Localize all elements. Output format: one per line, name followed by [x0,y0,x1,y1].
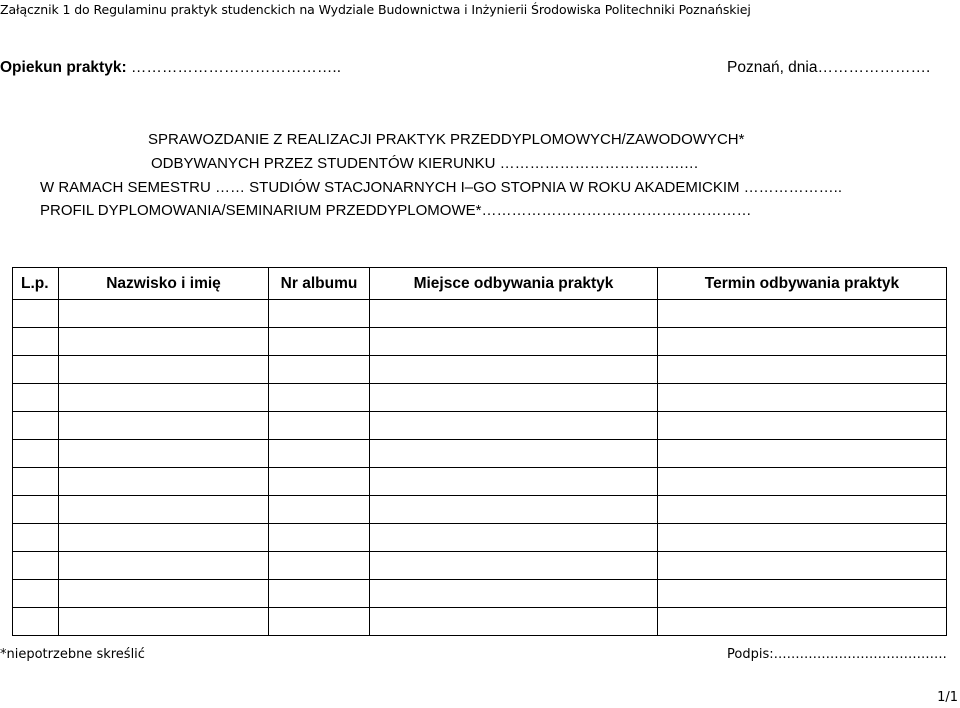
table-cell[interactable] [59,496,269,524]
supervisor-line [0,59,341,77]
table-cell[interactable] [658,328,947,356]
table-cell[interactable] [59,552,269,580]
students-table [12,267,947,636]
column-header-term: Termin odbywania praktyk [658,268,947,300]
table-cell[interactable] [370,552,658,580]
table-cell[interactable] [370,440,658,468]
table-row [13,328,947,356]
table-cell[interactable] [370,580,658,608]
table-cell[interactable] [370,356,658,384]
table-cell[interactable] [13,356,59,384]
table-cell[interactable] [13,300,59,328]
table-cell[interactable] [658,440,947,468]
table-header-row [13,268,947,300]
table-cell[interactable] [269,384,370,412]
table-cell[interactable] [370,468,658,496]
table-row [13,356,947,384]
table-cell[interactable] [13,524,59,552]
table-cell[interactable] [370,608,658,636]
signature-line[interactable]: Podpis:…………………………………. [727,647,947,662]
table-cell[interactable] [269,468,370,496]
table-cell[interactable] [59,608,269,636]
column-header-lp: L.p. [13,268,59,300]
supervisor-placeholder[interactable]: ………………………………….. [126,59,342,76]
table-row [13,496,947,524]
report-title-line-4: PROFIL DYPLOMOWANIA/SEMINARIUM PRZEDDYPLOMOWE*……………………………………………… [40,202,752,219]
report-title-line-2: ODBYWANYCH PRZEZ STUDENTÓW KIERUNKU ……………………………….… [151,155,699,172]
table-cell[interactable] [59,356,269,384]
table-cell[interactable] [370,300,658,328]
table-cell[interactable] [658,580,947,608]
column-header-album: Nr albumu [269,268,370,300]
table-cell[interactable] [13,328,59,356]
table-cell[interactable] [269,580,370,608]
table-cell[interactable] [13,608,59,636]
table-cell[interactable] [59,440,269,468]
table-row [13,524,947,552]
table-cell[interactable] [269,552,370,580]
table-cell[interactable] [269,412,370,440]
table-row [13,580,947,608]
table-cell[interactable] [269,440,370,468]
table-cell[interactable] [59,300,269,328]
table-cell[interactable] [370,384,658,412]
table-cell[interactable] [59,412,269,440]
column-header-place: Miejsce odbywania praktyk [370,268,658,300]
table-cell[interactable] [269,608,370,636]
column-header-name: Nazwisko i imię [59,268,269,300]
place-date-line[interactable]: Poznań, dnia…………………. [727,59,931,76]
table-cell[interactable] [269,496,370,524]
page-number: 1/1 [937,690,958,705]
table-cell[interactable] [370,496,658,524]
table-cell[interactable] [13,468,59,496]
table-row [13,468,947,496]
table-row [13,384,947,412]
table-cell[interactable] [658,412,947,440]
table-cell[interactable] [370,328,658,356]
table-cell[interactable] [658,524,947,552]
table-row [13,300,947,328]
table-cell[interactable] [658,468,947,496]
table-cell[interactable] [658,300,947,328]
table-cell[interactable] [13,384,59,412]
report-title-line-3: W RAMACH SEMESTRU …… STUDIÓW STACJONARNYCH I–GO STOPNIA W ROKU AKADEMICKIM ……………….. [40,179,843,196]
table-cell[interactable] [13,552,59,580]
table-body [13,300,947,636]
table-cell[interactable] [370,412,658,440]
table-cell[interactable] [370,524,658,552]
table-cell[interactable] [269,524,370,552]
table-cell[interactable] [13,580,59,608]
supervisor-label: Opiekun praktyk: [0,59,127,76]
table-cell[interactable] [59,524,269,552]
table-cell[interactable] [658,496,947,524]
footnote: *niepotrzebne skreślić [0,647,145,662]
table-cell[interactable] [658,552,947,580]
table-cell[interactable] [59,328,269,356]
table-cell[interactable] [59,580,269,608]
table-cell[interactable] [269,356,370,384]
table-cell[interactable] [658,356,947,384]
report-title-line-1: SPRAWOZDANIE Z REALIZACJI PRAKTYK PRZEDDYPLOMOWYCH/ZAWODOWYCH* [148,131,745,148]
table-cell[interactable] [658,608,947,636]
table-cell[interactable] [658,384,947,412]
table-cell[interactable] [13,496,59,524]
table-row [13,552,947,580]
table-cell[interactable] [13,440,59,468]
table-row [13,608,947,636]
table-cell[interactable] [269,328,370,356]
table-cell[interactable] [59,468,269,496]
table-cell[interactable] [59,384,269,412]
table-row [13,440,947,468]
attachment-header-note: Załącznik 1 do Regulaminu praktyk studenckich na Wydziale Budownictwa i Inżynierii Środowiska Politechniki Poznańskiej [0,2,751,17]
table-row [13,412,947,440]
table-cell[interactable] [269,300,370,328]
table-cell[interactable] [13,412,59,440]
